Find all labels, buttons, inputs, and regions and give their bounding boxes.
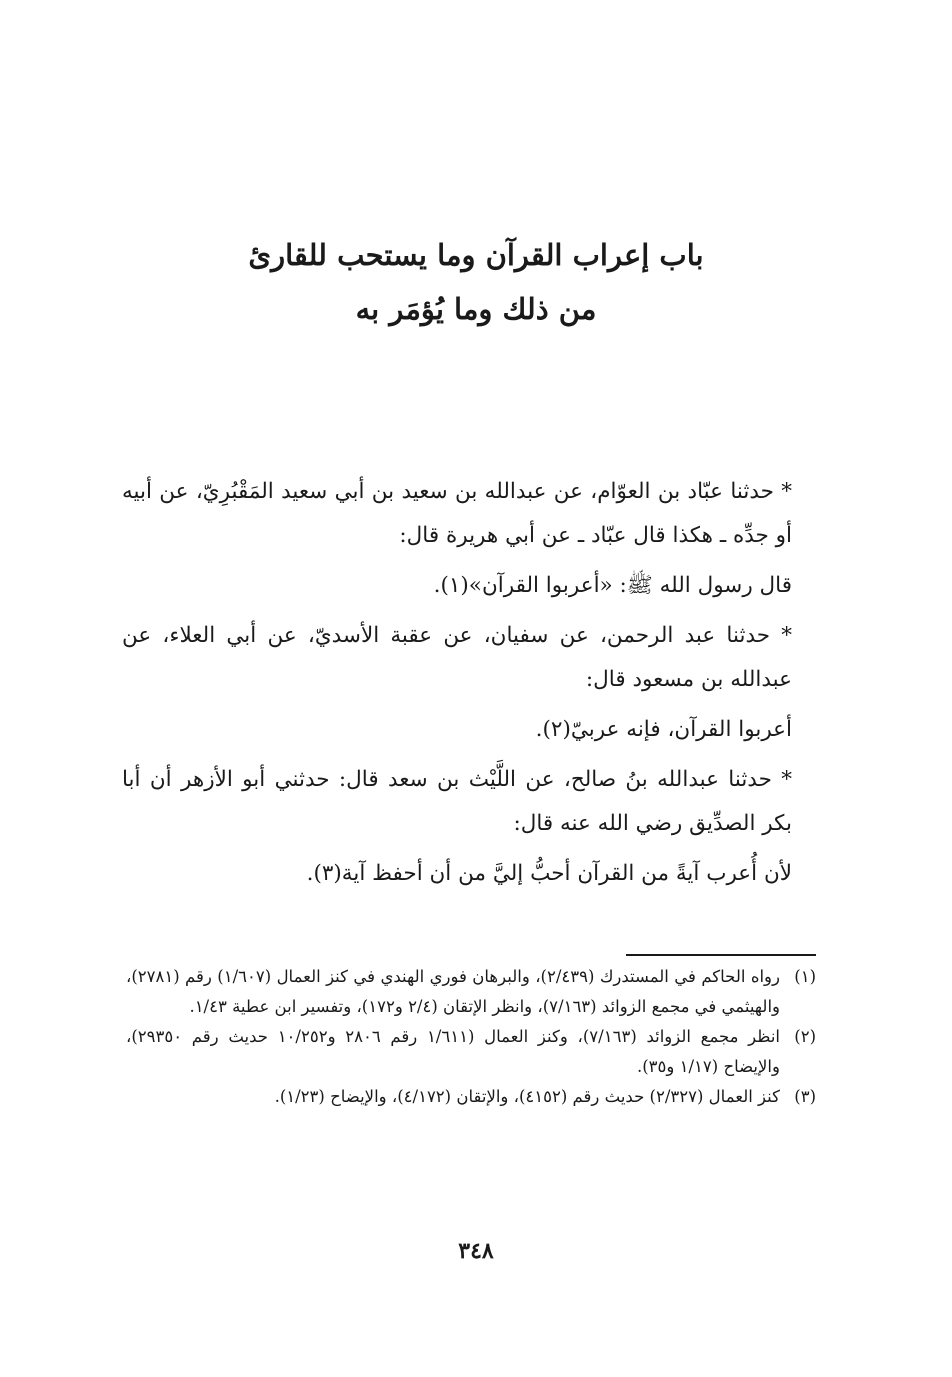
hadith-matn-2: أعربوا القرآن، فإنه عربيّ(٢). (535, 717, 792, 742)
footnote-text: رواه الحاكم في المستدرك (٢/٤٣٩)، والبرهان فوري الهندي في كنز العمال (١/٦٠٧) رقم (٢٧٨١)، والهيثمي في مجمع الزوائد (٧/١٦٣)، وانظر الإتقان (٢/٤ و١٧٢)، وتفسير ابن عطية ١/٤٣. (126, 967, 780, 1016)
footnote-3 (126, 1082, 816, 1112)
footnote-number: (١) (794, 967, 816, 986)
hadith-isnad-3: * حدثنا عبدالله بنُ صالح، عن اللَّيْث بن سعد قال: حدثني أبو الأزهر أن أبا بكر الصدِّيق رضي الله عنه قال: (122, 767, 792, 836)
chapter-title-line-1: باب إعراب القرآن وما يستحب للقارئ (248, 238, 704, 272)
chapter-title (0, 228, 952, 336)
footnotes (126, 962, 816, 1112)
footnote-text: انظر مجمع الزوائد (٧/١٦٣)، وكنز العمال (١/٦١١ رقم ٢٨٠٦ و١٠/٢٥٢ حديث رقم ٢٩٣٥٠)، والإيضاح (١/١٧ و٣٥). (126, 1027, 781, 1076)
page-number: ٣٤٨ (458, 1238, 494, 1264)
main-text (122, 470, 822, 896)
footnote-number: (٣) (794, 1087, 816, 1106)
footnote-separator (626, 954, 816, 956)
hadith-matn-3: لأن أُعرب آيةً من القرآن أحبُّ إليَّ من أن أحفظ آية(٣). (306, 861, 792, 886)
hadith-matn-1: قال رسول الله ﷺ: «أعربوا القرآن»(١). (433, 573, 792, 598)
footnote-number: (٢) (794, 1027, 816, 1046)
footnote-text: كنز العمال (٢/٣٢٧) حديث رقم (٤١٥٢)، والإتقان (٤/١٧٢)، والإيضاح (١/٢٣). (274, 1087, 780, 1106)
footnote-1 (126, 962, 816, 1022)
chapter-title-line-2: من ذلك وما يُؤمَر به (355, 292, 597, 326)
footnote-2 (126, 1022, 816, 1082)
hadith-isnad-2: * حدثنا عبد الرحمن، عن سفيان، عن عقبة الأسديّ، عن أبي العلاء، عن عبدالله بن مسعود قال: (122, 623, 792, 692)
hadith-isnad-1: * حدثنا عبّاد بن العوّام، عن عبدالله بن سعيد بن أبي سعيد المَقْبُرِيّ، عن أبيه أو جدِّه ـ هكذا قال عبّاد ـ عن أبي هريرة قال: (122, 479, 792, 548)
